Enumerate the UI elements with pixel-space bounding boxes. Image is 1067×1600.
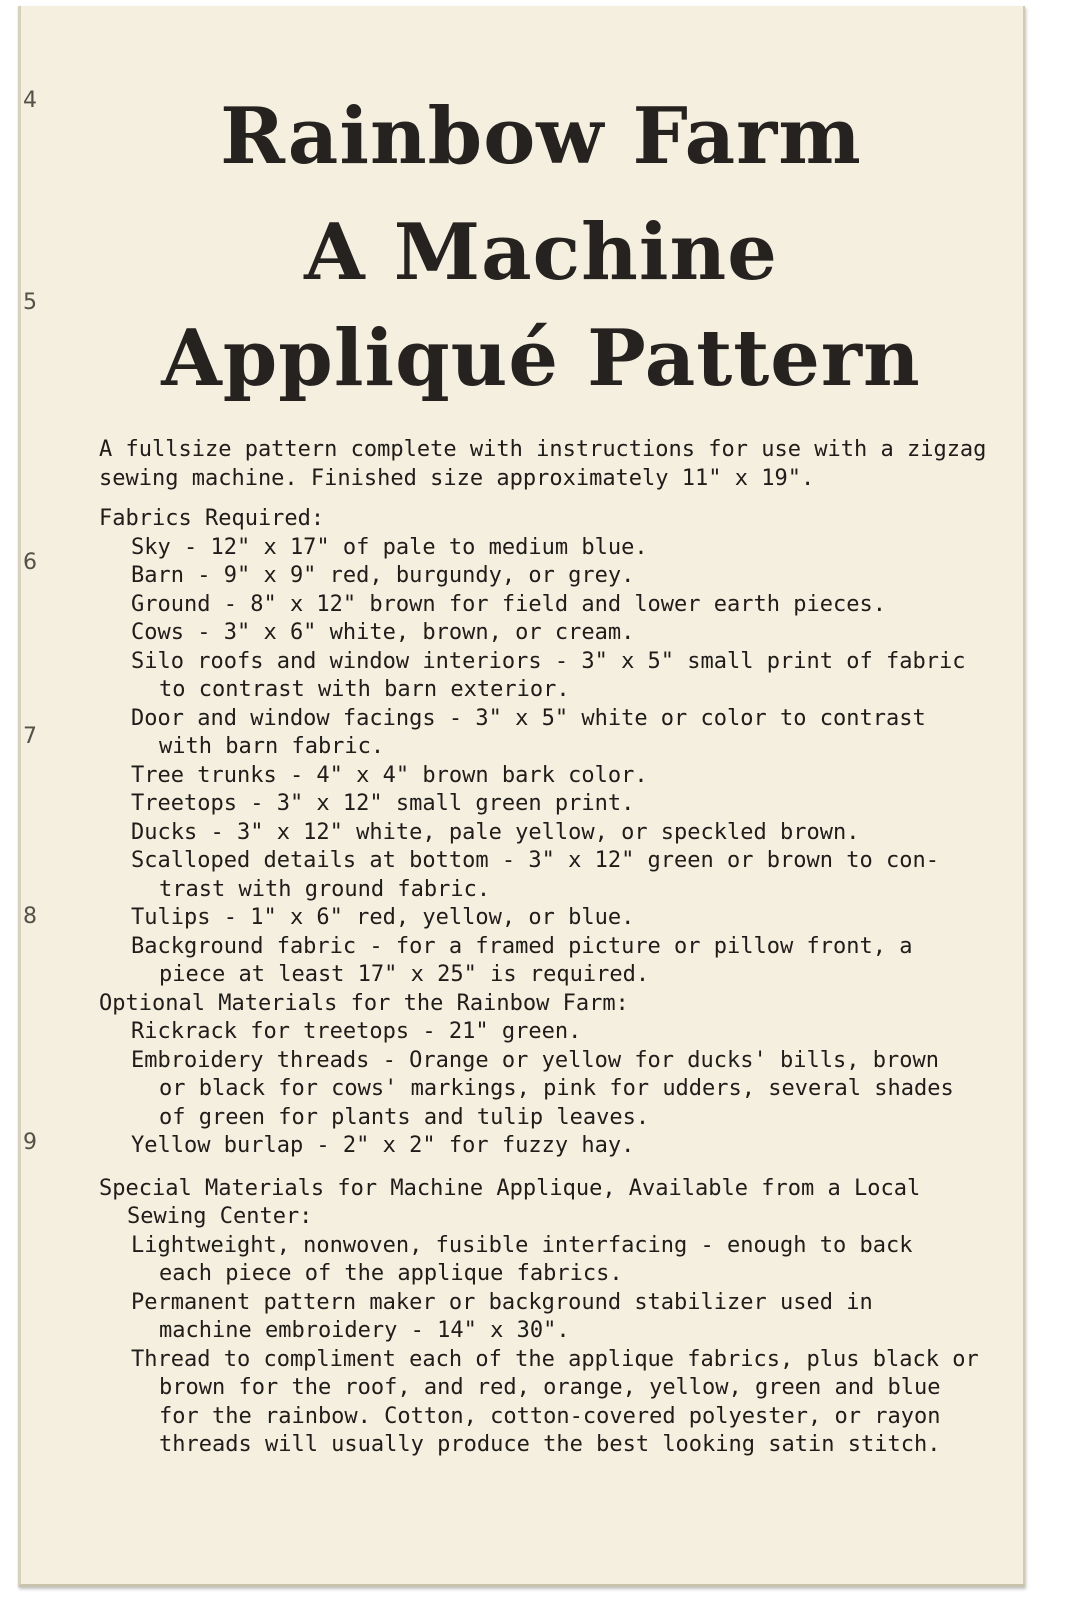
intro-line: A fullsize pattern complete with instructions for use with a zigzag	[99, 437, 987, 462]
list-item: Treetops - 3" x 12" small green print.	[131, 791, 635, 816]
ruler-number: 5	[23, 290, 37, 315]
fabrics-heading: Fabrics Required:	[99, 506, 325, 531]
list-item: Cows - 3" x 6" white, brown, or cream.	[131, 620, 635, 645]
intro-paragraph	[99, 436, 999, 493]
fabrics-list	[99, 534, 999, 990]
list-item: Permanent pattern maker or background stabilizer used in machine embroidery - 14" x 30".	[131, 1289, 873, 1343]
intro-line: sewing machine. Finished size approximately 11" x 19".	[99, 465, 815, 491]
list-item: Rickrack for treetops - 21" green.	[131, 1019, 582, 1044]
list-item: Tulips - 1" x 6" red, yellow, or blue.	[131, 905, 635, 930]
special-heading: Special Materials for Machine Applique, Available from a Local Sewing Center:	[99, 1175, 921, 1229]
ruler-number: 8	[23, 904, 37, 929]
list-item: Tree trunks - 4" x 4" brown bark color.	[131, 762, 648, 788]
title-line: Appliqué Pattern	[161, 313, 921, 404]
list-item: Embroidery threads - Orange or yellow for ducks' bills, brown or black for cows' markings, pink for udders, several shades of green for plants and tulip leaves.	[131, 1047, 954, 1130]
list-item: Scalloped details at bottom - 3" x 12" green or brown to con- trast with ground fabric.	[131, 848, 939, 902]
list-item: Background fabric - for a framed picture or pillow front, a piece at least 17" x 25" is required.	[131, 933, 913, 987]
optional-list	[99, 1018, 999, 1161]
title-line: A Machine	[304, 207, 778, 298]
title-line: Rainbow Farm	[220, 91, 862, 182]
optional-heading: Optional Materials for the Rainbow Farm:	[99, 990, 629, 1016]
ruler-number: 6	[23, 550, 37, 575]
list-item: Ducks - 3" x 12" white, pale yellow, or speckled brown.	[131, 819, 860, 845]
list-item: Barn - 9" x 9" red, burgundy, or grey.	[131, 563, 635, 588]
ruler-number: 9	[23, 1130, 37, 1155]
ruler-number: 4	[23, 88, 37, 113]
special-list	[99, 1232, 999, 1460]
list-item: Lightweight, nonwoven, fusible interfacing - enough to back each piece of the applique fabrics.	[131, 1232, 913, 1286]
list-item: Silo roofs and window interiors - 3" x 5" small print of fabric to contrast with barn exterior.	[131, 648, 966, 702]
list-item: Thread to compliment each of the applique fabrics, plus black or brown for the roof, and red, orange, yellow, green and blue for the rainbow. Cotton, cotton-covered polyester, or rayon threads will usually produce the best looking satin stitch.	[131, 1346, 979, 1457]
pattern-page	[18, 6, 1025, 1587]
page-title	[81, 91, 1001, 404]
ruler-margin	[21, 6, 41, 1584]
pattern-description	[99, 436, 999, 1460]
list-item: Ground - 8" x 12" brown for field and lower earth pieces.	[131, 591, 886, 617]
list-item: Yellow burlap - 2" x 2" for fuzzy hay.	[131, 1133, 635, 1158]
list-item: Sky - 12" x 17" of pale to medium blue.	[131, 534, 648, 560]
ruler-number: 7	[23, 724, 37, 749]
list-item: Door and window facings - 3" x 5" white or color to contrast with barn fabric.	[131, 705, 926, 759]
